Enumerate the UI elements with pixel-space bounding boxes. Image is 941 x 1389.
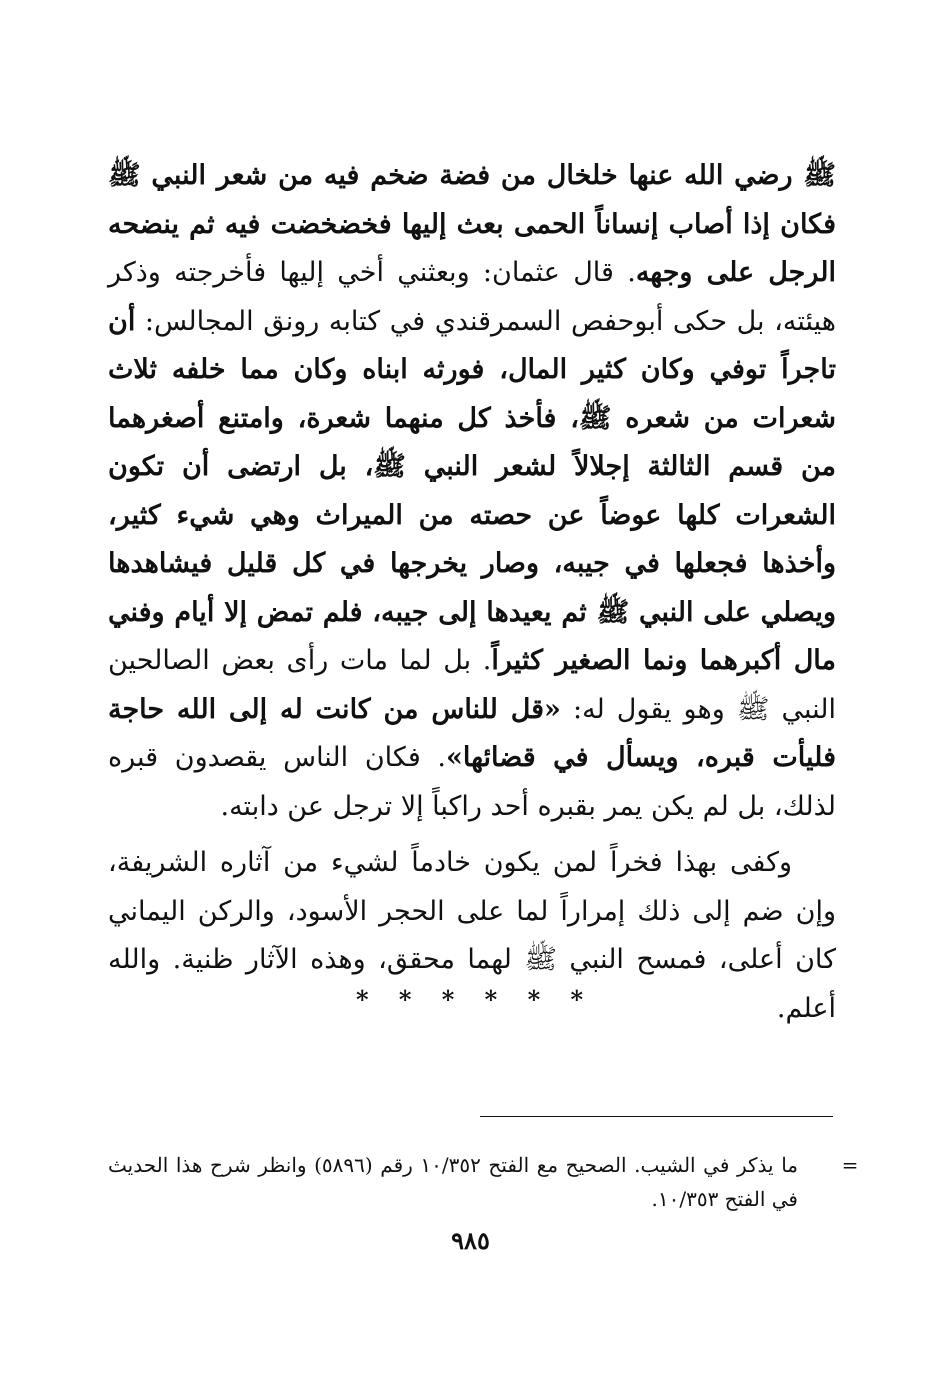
text-run-2: . قال عثمان: وبعثني أخي إليها فأخرجته وذكر هيئته، بل حكى أبوحفص السمرقندي في كتابه رونق المجالس: — [108, 257, 836, 337]
footnote-rule — [480, 1116, 833, 1117]
text-run-5: «قل للناس من كانت له إلى الله حاجة فليأت قبره، ويسأل في قضائها» — [108, 693, 836, 773]
main-text — [108, 152, 836, 1033]
paragraph-2: وكفى بهذا فخراً لمن يكون خادماً لشيء من آثاره الشريفة، وإن ضم إلى ذلك إمراراً لما على الحجر الأسود، والركن اليماني كان أعلى، فمسح النبي ﷺ لهما محقق، وهذه الآثار ظنية. والله أعلم. — [108, 847, 836, 1024]
paragraph-1 — [108, 152, 836, 831]
text-run-3: أن تاجراً توفي وكان كثير المال، فورثه ابناه وكان مما خلفه ثلاث شعرات من شعره ﷺ، فأخذ كل منهما شعرة، وامتنع أصغرهما من قسم الثالثة إجلالاً لشعر النبي ﷺ، بل ارتضى أن تكون الشعرات كلها عوضاً عن حصته من الميراث وهي شيء كثير، وأخذها فجعلها في جيبه، وصار يخرجها في كل قليل فيشاهدها ويصلي على النبي ﷺ ثم يعيدها إلى جيبه، فلم تمض إلا أيام وفني مال أكبرهما ونما الصغير كثيراً — [108, 305, 836, 676]
text-run-1: ﷺ رضي الله عنها خلخال من فضة ضخم فيه من شعر النبي ﷺ فكان إذا أصاب إنساناً الحمى بعث إليها فخضخضت فيه ثم ينضحه الرجل على وجهه — [108, 160, 836, 288]
footnote-text: ما يذكر في الشيب. الصحيح مع الفتح ١٠/٣٥٢ رقم (٥٨٩٦) وانظر شرح هذا الحديث في الفتح ١٠/٣٥٣. — [108, 1153, 799, 1211]
text-run-4: . بل لما مات رأى بعض الصالحين النبي ﷺ وهو يقول له: — [108, 645, 836, 725]
page-number: ٩٨٥ — [451, 1226, 490, 1255]
footnote-continuation-marker: = — [841, 1153, 859, 1177]
text-run-6: . فكان الناس يقصدون قبره لذلك، بل لم يكن يمر بقبره أحد راكباً إلا ترجل عن دابته. — [108, 742, 836, 822]
section-divider: * * * * * * — [355, 985, 586, 1014]
